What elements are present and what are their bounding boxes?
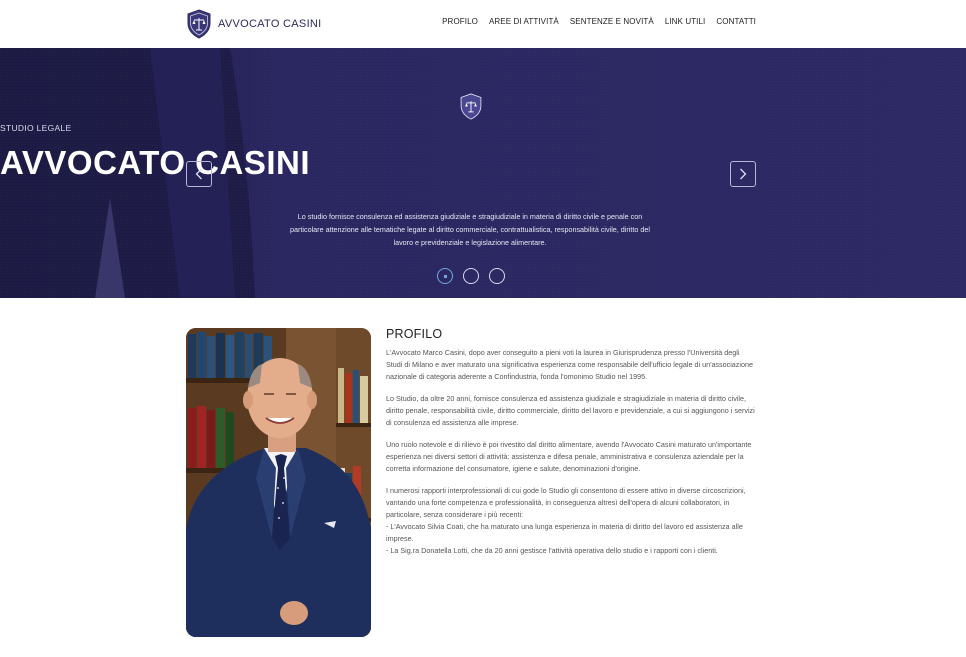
hero-scales-icon [459,93,483,120]
profile-heading: PROFILO [386,327,443,341]
navbar [0,0,966,48]
menu-item-sentenze-e-novita[interactable]: SENTENZE E NOVITÀ [569,17,654,26]
profile-section [386,327,756,567]
hero-slider [0,48,966,298]
slider-dot-2[interactable] [463,268,479,284]
hero-subtitle: STUDIO LEGALE [0,123,72,133]
slider-dot-1[interactable] [437,268,453,284]
scales-shield-icon [186,9,212,39]
menu-item-aree-di-attivita[interactable]: AREE DI ATTIVITÀ [488,17,559,26]
menu-item-link-utili[interactable]: LINK UTILI [664,17,706,26]
profile-paragraph-4 [386,485,756,557]
profile-paragraph-1: L'Avvocato Marco Casini, dopo aver conseguito a pieni voti la laurea in Giurisprudenza presso l'Università degli Studi di Milano e aver maturato una significativa esperienza come responsabile dell'ufficio legale di un'associazione nazionale di categoria aderente a Confindustria, fonda l'omonimo Studio nel 1995. [386,348,753,381]
slider-prev-button[interactable] [186,161,212,187]
chevron-left-icon [195,168,203,180]
portrait-image [186,328,371,637]
slider-next-button[interactable] [730,161,756,187]
lawyer-portrait [186,328,371,637]
hero-title: AVVOCATO CASINI [0,144,311,181]
main-menu [442,17,756,26]
collaborator-item-1: - L'Avvocato Silvia Coati, che ha maturato una lunga esperienza in materia di diritto del lavoro ed assistenza alle imprese. [386,522,743,543]
brand-name: AVVOCATO CASINI [218,18,322,30]
profile-paragraph-2: Lo Studio, da oltre 20 anni, fornisce consulenza ed assistenza giudiziale e stragiudiziale in materia di diritto civile, diritto penale, responsabilità civile, diritto commerciale, diritto del lavoro e previdenziale, a cui si aggiungono i servizi di consulenza ed assistenza alle imprese. [386,394,755,427]
profile-paragraph-4-intro: I numerosi rapporti interprofessionali di cui gode lo Studio gli consentono di essere attivo in diverse circoscrizioni, vantando una forte competenza e professionalità, in conseguenza altresì dell'opera di alcuni collaboratori, in particolare, senza considerare i più recenti: [386,486,746,519]
menu-item-profilo[interactable]: PROFILO [442,17,478,26]
brand-logo-link[interactable] [186,8,322,40]
collaborator-item-2: - La Sig.ra Donatella Lotti, che da 20 anni gestisce l'attività operativa dello studio e i rapporti con i clienti. [386,546,718,555]
chevron-right-icon [739,168,747,180]
profile-paragraph-3: Uno ruolo notevole e di rilievo è poi rivestito dal diritto alimentare, avendo l'Avvocato Casini maturato un'importante esperienza nei diversi settori di attività: assistenza e difesa penale, amministrativa e consulenza aziendale per la corretta informazione del consumatore, igiene e salute, denominazioni d'origine. [386,440,752,473]
slider-pagination [437,268,505,284]
hero-description: Lo studio fornisce consulenza ed assistenza giudiziale e stragiudiziale in materia di diritto civile e penale con particolare attenzione alle tematiche legate al diritto commerciale, contrattualistica, responsabilità civile, diritto del lavoro e previdenziale e legislazione alimentare. [290,212,650,247]
slider-dot-3[interactable] [489,268,505,284]
menu-item-contatti[interactable]: CONTATTI [716,17,756,26]
